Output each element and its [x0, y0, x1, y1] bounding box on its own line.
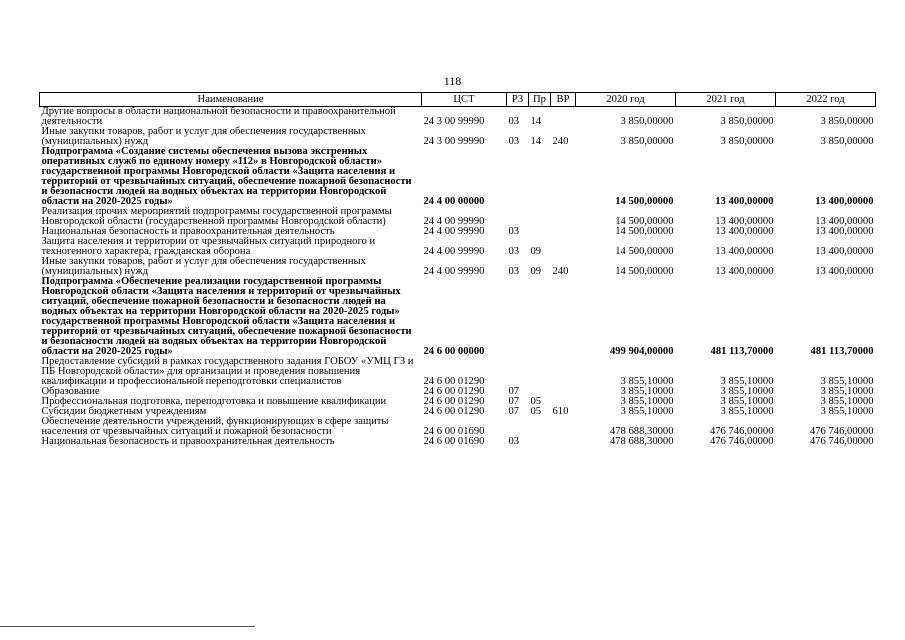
- cell-y2020: 3 855,10000: [620, 396, 674, 407]
- cell-name: Национальная безопасность и правоохранительная деятельность: [41, 226, 335, 237]
- cell-y2022: 481 113,70000: [810, 346, 874, 357]
- cell-name: Иные закупки товаров, работ и услуг для обеспечения государственных (муниципальных) нужд: [41, 126, 366, 147]
- cell-name: Субсидии бюджетным учреждениям: [41, 406, 207, 417]
- cell-vr: [551, 357, 576, 387]
- cell-y2021: 476 746,00000: [709, 426, 774, 437]
- cell-code: 24 4 00 99990: [423, 246, 485, 257]
- cell-pr: [529, 207, 551, 227]
- cell-name: Профессиональная подготовка, переподготовка и повышение квалификации: [41, 396, 387, 407]
- cell-rz: [507, 277, 529, 357]
- cell-y2020: 499 904,00000: [609, 346, 674, 357]
- cell-y2022: 13 400,00000: [815, 246, 874, 257]
- cell-pr: [529, 417, 551, 437]
- cell-vr: 610: [552, 406, 569, 417]
- cell-vr: [551, 417, 576, 437]
- cell-y2022: 3 855,10000: [820, 406, 874, 417]
- cell-code: 24 4 00 00000: [423, 196, 485, 207]
- cell-pr: 14: [530, 136, 542, 147]
- cell-rz: [507, 357, 529, 387]
- cell-name: Подпрограмма «Обеспечение реализации государственной программы Новгородской области «Защита населения и территорий от чрезвычайных ситуаций, обеспечение пожарной безопасности и безопасности людей на водных объектах на территории Новгородской области на 2020-2025 годы» государственной программы Новгородской области «Защита населения и территорий от чрезвычайных ситуаций, обеспечение пожарной безопасности и безопасности людей на водных объектах на территории Новгородской области на 2020-2025 годы»: [41, 276, 412, 357]
- cell-rz: 03: [508, 246, 520, 257]
- cell-rz: [507, 417, 529, 437]
- cell-rz: 03: [508, 136, 520, 147]
- cell-code: 24 6 00 01690: [423, 426, 485, 437]
- header-2021: 2021 год: [676, 93, 776, 107]
- cell-vr: [551, 387, 576, 397]
- cell-vr: [551, 207, 576, 227]
- cell-y2021: 481 113,70000: [710, 346, 774, 357]
- cell-y2021: 13 400,00000: [715, 196, 774, 207]
- cell-y2022: 3 850,00000: [820, 116, 874, 127]
- table-row: [40, 437, 876, 447]
- cell-vr: [551, 227, 576, 237]
- cell-y2022: 3 850,00000: [820, 136, 874, 147]
- cell-rz: 03: [508, 436, 520, 447]
- header-pr: Пр: [529, 93, 551, 107]
- cell-pr: [529, 227, 551, 237]
- cell-y2021: 3 855,10000: [720, 386, 774, 397]
- cell-y2020: 14 500,00000: [615, 226, 674, 237]
- cell-y2022: 13 400,00000: [815, 196, 874, 207]
- cell-y2022: 3 855,10000: [820, 386, 874, 397]
- cell-name: Национальная безопасность и правоохранительная деятельность: [41, 436, 335, 447]
- cell-y2020: 14 500,00000: [615, 216, 674, 227]
- table-row: [40, 237, 876, 257]
- cell-vr: 240: [552, 266, 569, 277]
- cell-code: 24 3 00 99990: [423, 116, 485, 127]
- cell-y2021: 3 855,10000: [720, 406, 774, 417]
- header-rz: РЗ: [507, 93, 529, 107]
- cell-pr: 05: [530, 406, 542, 417]
- cell-rz: 07: [508, 386, 520, 397]
- cell-y2022: 13 400,00000: [815, 226, 874, 237]
- cell-y2020: 14 500,00000: [615, 196, 674, 207]
- cell-code: 24 6 00 00000: [423, 346, 485, 357]
- cell-code: 24 4 00 99990: [423, 266, 485, 277]
- cell-y2022: 3 855,10000: [820, 396, 874, 407]
- budget-table: [39, 92, 876, 447]
- cell-y2020: 478 688,30000: [609, 436, 674, 447]
- cell-name: Реализация прочих мероприятий подпрограммы государственной программы Новгородской области (государственной программы Новгородской области): [41, 206, 392, 227]
- table-row: [40, 277, 876, 357]
- cell-y2020: 3 855,10000: [620, 386, 674, 397]
- table-row: [40, 147, 876, 207]
- cell-vr: [551, 237, 576, 257]
- header-2020: 2020 год: [576, 93, 676, 107]
- cell-rz: 07: [508, 396, 520, 407]
- cell-pr: 09: [530, 246, 542, 257]
- cell-code: 24 3 00 99990: [423, 136, 485, 147]
- cell-name: Подпрограмма «Создание системы обеспечения вызова экстренных оперативных служб по единому номеру «112» в Новгородской области» государственной программы Новгородской области «Защита населения и территорий от чрезвычайных ситуаций, обеспечение пожарной безопасности и безопасности людей на водных объектах на территории Новгородской области на 2020-2025 годы»: [41, 146, 412, 207]
- cell-pr: 09: [530, 266, 542, 277]
- cell-y2022: 476 746,00000: [809, 436, 874, 447]
- cell-y2020: 14 500,00000: [615, 266, 674, 277]
- cell-rz: 03: [508, 266, 520, 277]
- cell-y2021: 13 400,00000: [715, 246, 774, 257]
- cell-y2021: 3 850,00000: [720, 136, 774, 147]
- table-row: [40, 357, 876, 387]
- cell-y2020: 14 500,00000: [615, 246, 674, 257]
- cell-name: Образование: [41, 386, 100, 397]
- cell-rz: 03: [508, 116, 520, 127]
- cell-pr: 05: [530, 396, 542, 407]
- cell-y2022: 3 855,10000: [820, 376, 874, 387]
- table-row: [40, 207, 876, 227]
- cell-y2021: 476 746,00000: [709, 436, 774, 447]
- header-code: ЦСТ: [422, 93, 507, 107]
- cell-pr: [529, 357, 551, 387]
- cell-code: 24 4 00 99990: [423, 216, 485, 227]
- cell-y2021: 3 850,00000: [720, 116, 774, 127]
- cell-name: Защита населения и территории от чрезвычайных ситуаций природного и техногенного характера, гражданская оборона: [41, 236, 376, 257]
- cell-name: Иные закупки товаров, работ и услуг для обеспечения государственных (муниципальных) нужд: [41, 256, 366, 277]
- cell-pr: 14: [530, 116, 542, 127]
- table-row: [40, 127, 876, 147]
- cell-vr: [551, 277, 576, 357]
- cell-rz: [507, 207, 529, 227]
- cell-vr: 240: [552, 136, 569, 147]
- cell-y2021: 13 400,00000: [715, 226, 774, 237]
- cell-code: 24 6 00 01290: [423, 396, 485, 407]
- cell-name: Обеспечение деятельности учреждений, функционирующих в сфере защиты населения от чрезвычайных ситуаций и пожарной безопасности: [41, 416, 389, 437]
- cell-vr: [551, 147, 576, 207]
- header-row: [40, 93, 876, 107]
- cell-code: 24 6 00 01290: [423, 376, 485, 387]
- cell-code: 24 6 00 01290: [423, 406, 485, 417]
- cell-pr: [529, 437, 551, 447]
- cell-y2020: 3 850,00000: [620, 116, 674, 127]
- table-row: [40, 107, 876, 128]
- cell-name: Предоставление субсидий в рамках государственного задания ГОБОУ «УМЦ ГЗ и ПБ Новгородской области» для организации и проведения повышения квалификации и профессиональной переподготовки специалистов: [41, 356, 414, 387]
- cell-pr: [529, 277, 551, 357]
- cell-code: 24 6 00 01690: [423, 436, 485, 447]
- cell-y2021: 13 400,00000: [715, 216, 774, 227]
- cell-y2021: 3 855,10000: [720, 396, 774, 407]
- cell-code: 24 4 00 99990: [423, 226, 485, 237]
- cell-rz: 07: [508, 406, 520, 417]
- cell-y2020: 478 688,30000: [609, 426, 674, 437]
- cell-y2022: 476 746,00000: [809, 426, 874, 437]
- header-2022: 2022 год: [776, 93, 876, 107]
- cell-rz: 03: [508, 226, 520, 237]
- cell-y2022: 13 400,00000: [815, 216, 874, 227]
- page-number: 118: [443, 74, 462, 88]
- table-row: [40, 417, 876, 437]
- header-vr: ВР: [551, 93, 576, 107]
- cell-vr: [551, 437, 576, 447]
- cell-y2020: 3 855,10000: [620, 376, 674, 387]
- cell-y2020: 3 850,00000: [620, 136, 674, 147]
- cell-rz: [507, 147, 529, 207]
- header-name: Наименование: [40, 93, 422, 107]
- table-row: [40, 257, 876, 277]
- cell-y2021: 13 400,00000: [715, 266, 774, 277]
- cell-y2021: 3 855,10000: [720, 376, 774, 387]
- cell-name: Другие вопросы в области национальной безопасности и правоохранительной деятельности: [41, 106, 396, 127]
- cell-y2022: 13 400,00000: [815, 266, 874, 277]
- cell-vr: [551, 107, 576, 128]
- footer-rule: [0, 626, 255, 627]
- cell-y2020: 3 855,10000: [620, 406, 674, 417]
- cell-code: 24 6 00 01290: [423, 386, 485, 397]
- cell-pr: [529, 147, 551, 207]
